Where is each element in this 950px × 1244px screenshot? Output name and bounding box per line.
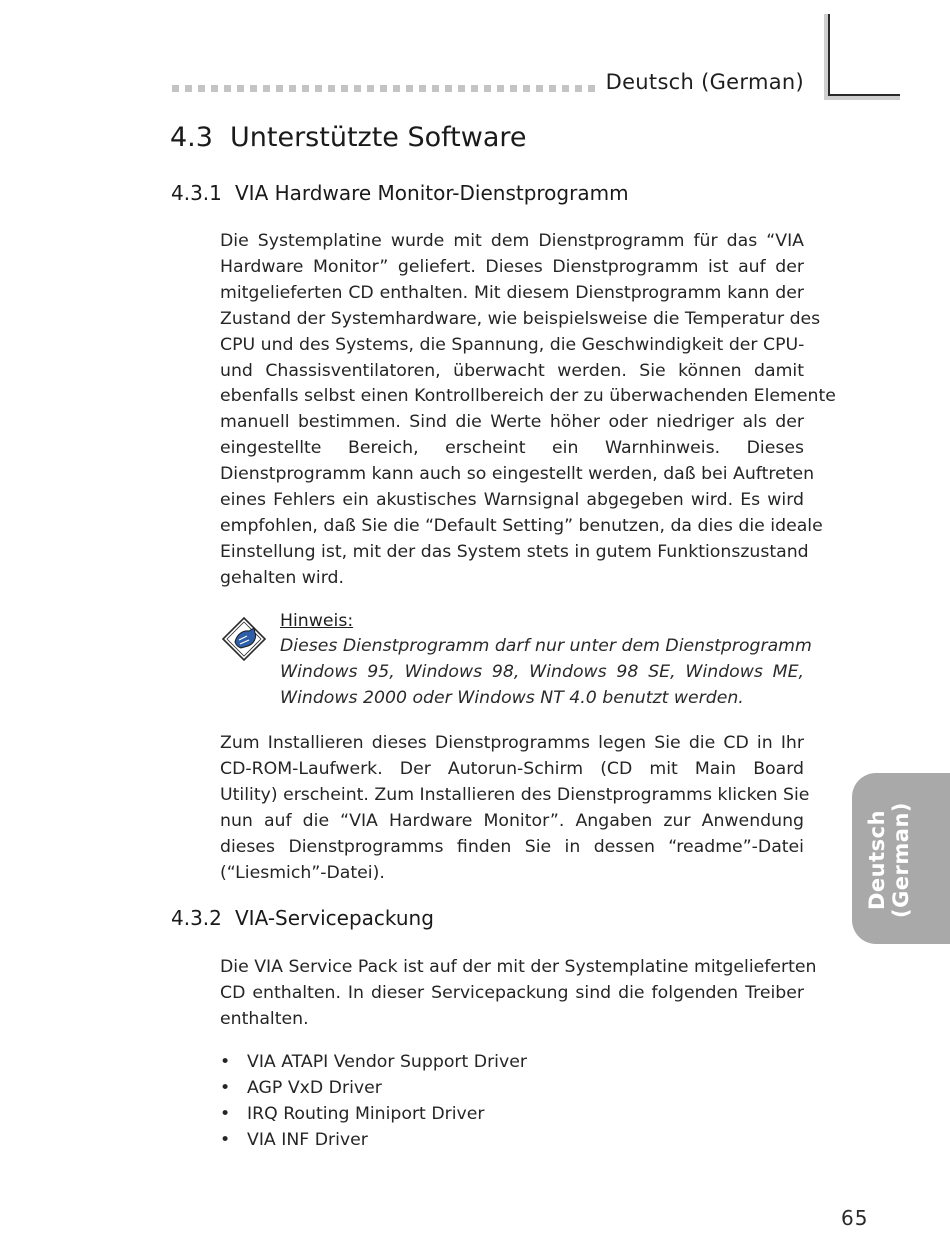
text-line: CPU und des Systems, die Spannung, die Geschwindigkeit der CPU- [220, 334, 805, 355]
text-line: dieses Dienstprogramms finden Sie in dessen “readme”-Datei [220, 836, 804, 857]
side-tab-line1: Deutsch [865, 809, 889, 911]
text-line: eingestellte Bereich, erscheint ein Warnhinweis. Dieses [220, 438, 804, 459]
page-header [172, 68, 804, 102]
bullet: • [220, 1130, 231, 1150]
note-box [280, 608, 812, 712]
note-hand-icon [221, 616, 267, 662]
text-line: Windows 2000 oder Windows NT 4.0 benutzt werden. [280, 687, 744, 708]
text-line: Windows 95, Windows 98, Windows 98 SE, Windows ME, [280, 661, 804, 682]
text-line: enthalten. [220, 1008, 309, 1029]
text-line: Utility) erscheint. Zum Installieren des Dienstprogramms klicken Sie [220, 784, 810, 805]
text-line: ebenfalls selbst einen Kontrollbereich der zu überwachenden Elemente [220, 386, 836, 407]
text-line: und Chassisventilatoren, überwacht werden. Sie können damit [220, 360, 804, 381]
text-line: Dieses Dienstprogramm darf nur unter dem Dienstprogramm [280, 636, 812, 656]
list-item-text: IRQ Routing Miniport Driver [247, 1104, 485, 1124]
subsection-title: VIA-Servicepackung [235, 906, 434, 930]
side-tab-line2: (German) [889, 801, 913, 919]
list-item [220, 1127, 527, 1153]
subsection-title: VIA Hardware Monitor-Dienstprogramm [235, 181, 629, 205]
paragraph-install-instructions [220, 731, 810, 886]
list-item [220, 1049, 527, 1075]
bullet: • [220, 1078, 231, 1098]
text-line: Die Systemplatine wurde mit dem Dienstprogramm für das “VIA [220, 231, 804, 251]
corner-mark-vertical [828, 14, 830, 96]
section-title: Unterstützte Software [230, 122, 527, 153]
note-body [280, 634, 812, 712]
text-line: mitgelieferten CD enthalten. Mit diesem Dienstprogramm kann der [220, 282, 804, 303]
subsection-heading-4-3-1 [171, 181, 629, 205]
text-line: Zum Installieren dieses Dienstprogramms legen Sie die CD in Ihr [220, 733, 804, 753]
section-heading [170, 122, 527, 153]
subsection-heading-4-3-2 [171, 906, 434, 930]
text-line: CD-ROM-Laufwerk. Der Autorun-Schirm (CD mit Main Board [220, 758, 804, 779]
text-line: nun auf die “VIA Hardware Monitor”. Angaben zur Anwendung [220, 810, 804, 831]
text-line: Dienstprogramm kann auch so eingestellt werden, daß bei Auftreten [220, 464, 815, 485]
header-title: Deutsch (German) [605, 70, 804, 94]
text-line: Hardware Monitor” geliefert. Dieses Dienstprogramm ist auf der [220, 256, 804, 277]
subsection-number: 4.3.2 [171, 906, 222, 930]
list-item [220, 1075, 527, 1101]
page-number: 65 [841, 1206, 869, 1230]
list-item-text: VIA INF Driver [247, 1130, 368, 1150]
text-line: empfohlen, daß Sie die “Default Setting” benutzen, da dies die ideale [220, 515, 823, 536]
text-line: gehalten wird. [220, 567, 344, 588]
text-line: manuell bestimmen. Sind die Werte höher oder niedriger als der [220, 412, 804, 433]
corner-mark-horizontal [828, 94, 900, 96]
dotted-leader [172, 85, 598, 92]
bullet: • [220, 1104, 231, 1124]
list-item [220, 1101, 527, 1127]
text-line: Einstellung ist, mit der das System stets in gutem Funktionszustand [220, 541, 809, 562]
text-line: eines Fehlers ein akustisches Warnsignal abgegeben wird. Es wird [220, 490, 804, 511]
note-title: Hinweis: [280, 611, 354, 631]
subsection-number: 4.3.1 [171, 181, 222, 205]
corner-mark-shadow-horizontal [824, 96, 900, 100]
text-line: CD enthalten. In dieser Servicepackung sind die folgenden Treiber [220, 982, 804, 1003]
text-line: Zustand der Systemhardware, wie beispielsweise die Temperatur des [220, 308, 821, 329]
section-number: 4.3 [170, 122, 213, 153]
bullet: • [220, 1052, 231, 1072]
list-item-text: AGP VxD Driver [247, 1078, 382, 1098]
text-line: (“Liesmich”-Datei). [220, 862, 385, 883]
paragraph-service-pack [220, 955, 817, 1033]
paragraph-monitor-description [220, 229, 836, 592]
text-line: Die VIA Service Pack ist auf der mit der Systemplatine mitgelieferten [220, 957, 817, 977]
list-item-text: VIA ATAPI Vendor Support Driver [247, 1052, 527, 1072]
side-tab-label [865, 802, 913, 918]
driver-list [220, 1049, 527, 1153]
